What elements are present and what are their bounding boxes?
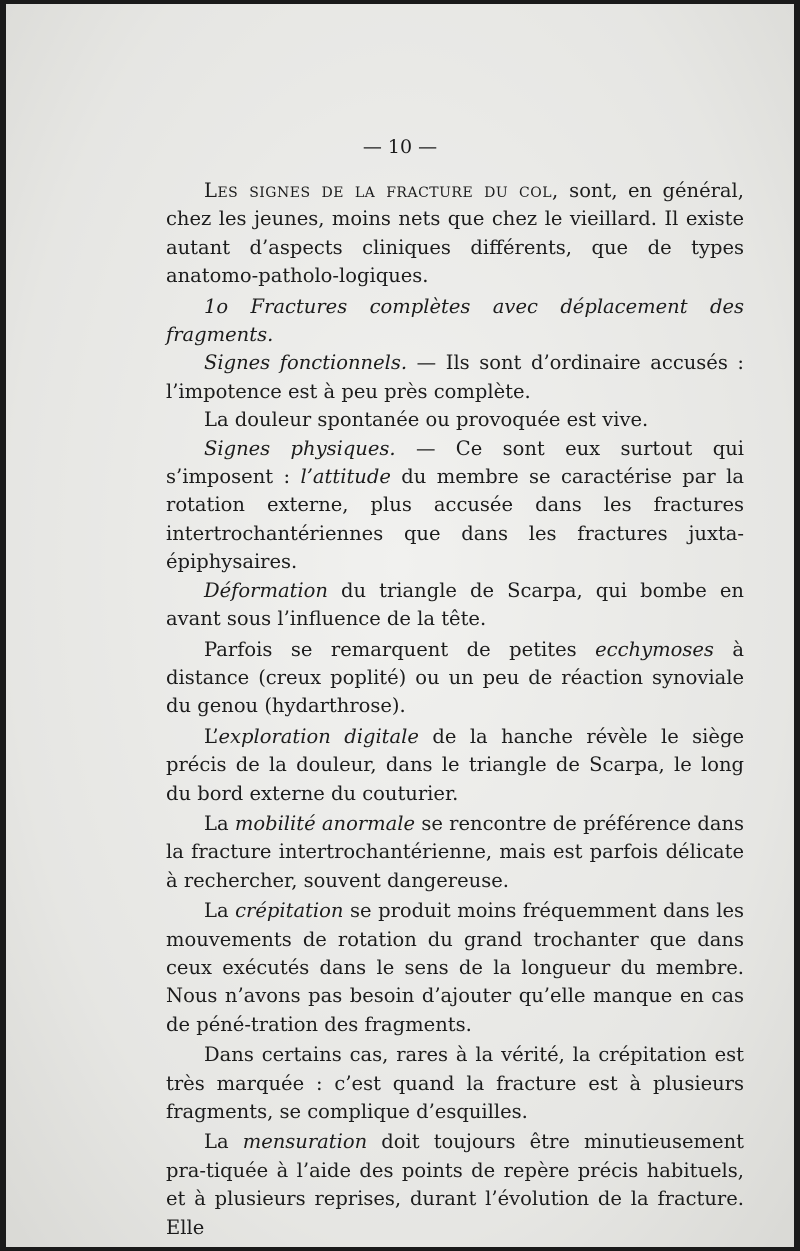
paragraph-text: du triangle de Scarpa, qui bombe en avant sous l’influence de la tête.	[166, 578, 744, 631]
paragraph-text: de la hanche révèle le siège précis de la douleur, dans le triangle de Scarpa, le long du bord externe du couturier.	[166, 724, 744, 805]
paragraph-text: se produit moins fréquemment dans les mouvements de rotation du grand trochanter que dans ceux exécutés dans le sens de la longueur du membre. Nous n’avons pas besoin d’ajouter qu’elle manque en cas de péné-tration des fragments.	[166, 899, 744, 1036]
paragraph-lead: Les signes de la fracture du col,	[204, 179, 559, 202]
paragraph-text: La douleur spontanée ou provoquée est vive.	[204, 408, 649, 432]
paragraph-5	[166, 435, 744, 577]
paragraph-2	[166, 293, 744, 350]
paragraph-10	[166, 897, 744, 1039]
emphasis: l’attitude	[300, 465, 391, 489]
paragraph-text: L’	[204, 724, 219, 748]
paragraph-text: du membre se caractérise par la rotation externe, plus accusée dans les fractures intertrochantériennes que dans les fractures juxta-épiphysaires.	[166, 465, 744, 574]
paragraph-text: sont, en général, chez les jeunes, moins nets que chez le vieillard. Il existe autant d’aspects cliniques différents, que de types anatomo-patholo-logiques.	[166, 179, 744, 288]
emphasis: exploration digitale	[218, 724, 419, 748]
paragraph-1	[166, 177, 744, 291]
paragraph-text: Parfois se remarquent de petites	[204, 637, 596, 661]
paragraph-text: Dans certains cas, rares à la vérité, la crépitation est très marquée : c’est quand la fracture est à plusieurs fragments, se complique d’esquilles.	[166, 1043, 744, 1123]
paragraph-12	[166, 1128, 744, 1242]
paragraph-text: se rencontre de préférence dans la fracture intertrochantérienne, mais est parfois délicate à rechercher, souvent dangereuse.	[166, 811, 745, 892]
body-text	[166, 177, 744, 1242]
paragraph-6	[166, 577, 744, 634]
paragraph-8	[166, 723, 744, 808]
emphasis: Déformation	[204, 578, 328, 602]
paragraph-9	[166, 810, 744, 895]
emphasis: mobilité anormale	[234, 811, 416, 835]
paragraph-text: La	[204, 899, 236, 923]
paragraph-4	[166, 406, 744, 434]
paragraph-text: — Ce sont eux surtout qui s’imposent :	[166, 436, 744, 489]
page-number: — 10 —	[362, 136, 438, 158]
paragraph-11	[166, 1041, 744, 1126]
paragraph-3	[166, 349, 744, 406]
paragraph-text: La	[204, 811, 235, 835]
section-heading: 1o Fractures complètes avec déplacement des fragments.	[166, 294, 744, 347]
emphasis: crépitation	[235, 899, 344, 923]
subheading: Signes physiques.	[204, 436, 396, 460]
paragraph-text: La	[204, 1130, 243, 1154]
paragraph-text: — Ils sont d’ordinaire accusés : l’impotence est à peu près complète.	[166, 351, 744, 403]
subheading: Signes fonctionnels.	[204, 351, 408, 375]
book-page	[6, 4, 794, 1247]
paragraph-text: à distance (creux poplité) ou un peu de réaction synoviale du genou (hydarthrose).	[166, 637, 744, 718]
emphasis: ecchymoses	[595, 637, 714, 661]
paragraph-text: doit toujours être minutieusement pra-tiquée à l’aide des points de repère précis habituels, et à plusieurs reprises, durant l’évolution de la fracture. Elle	[166, 1130, 744, 1239]
emphasis: mensuration	[242, 1130, 368, 1154]
paragraph-7	[166, 636, 744, 721]
